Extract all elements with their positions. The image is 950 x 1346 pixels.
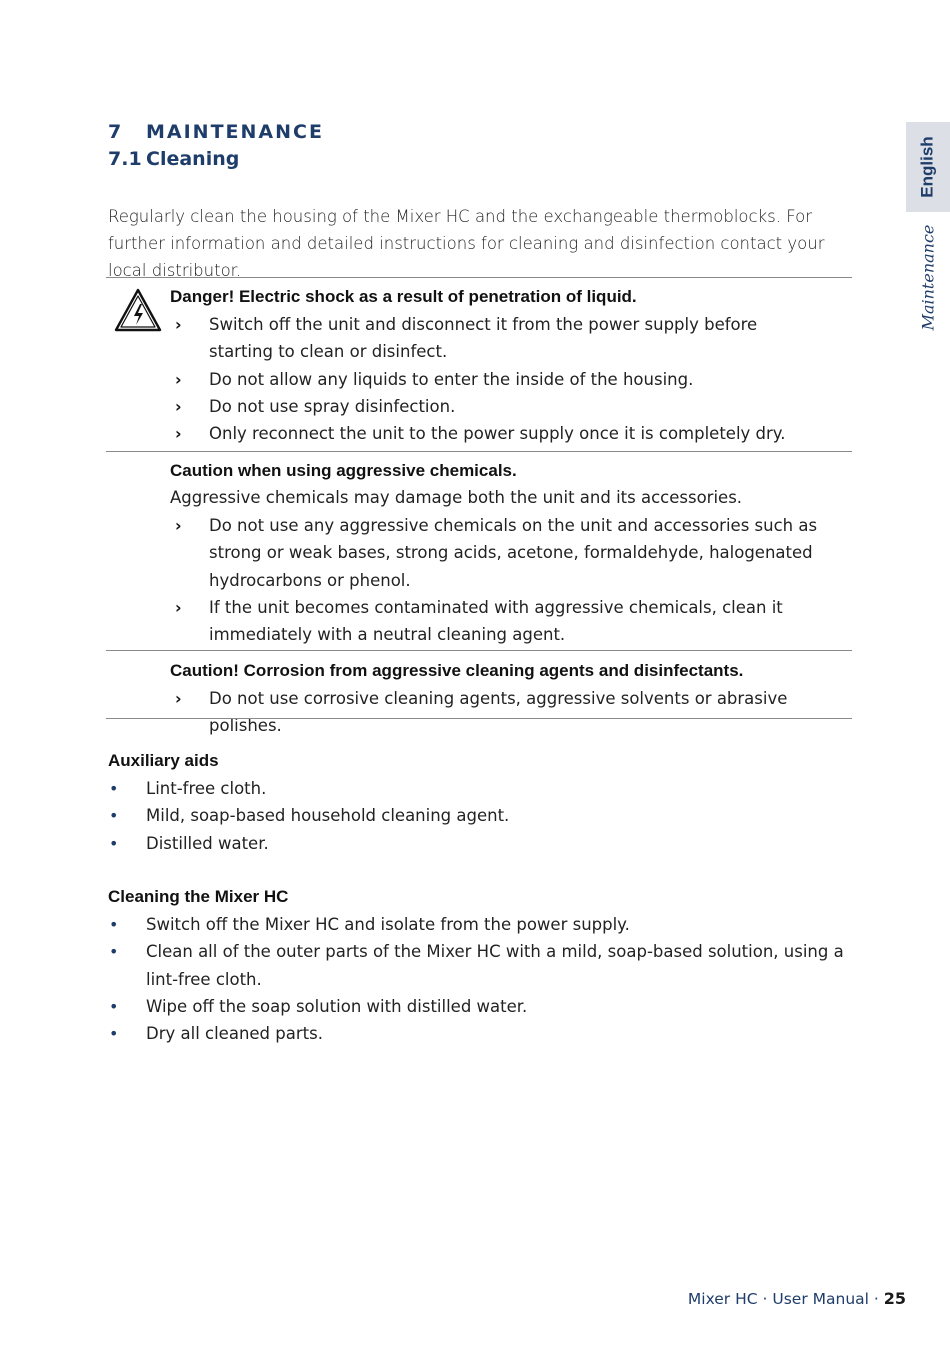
step-marker: › — [175, 597, 182, 617]
divider — [106, 277, 852, 278]
list-item: › Do not use any aggressive chemicals on the unit and accessories such as strong or weak bases, strong acids, acetone, formaldehyde, halogenated hydrocarbons or phenol. — [170, 512, 820, 594]
danger-steps — [170, 311, 820, 447]
section-title: Cleaning — [146, 148, 240, 170]
bullet-marker: • — [109, 806, 119, 826]
caution-corrosion-steps — [170, 685, 820, 740]
section-number: 7.1 — [108, 148, 142, 170]
caution-chemicals-steps — [170, 512, 820, 648]
list-item: › If the unit becomes contaminated with aggressive chemicals, clean it immediately with a neutral cleaning agent. — [170, 594, 820, 649]
caution-chemicals-title: Caution when using aggressive chemicals. — [170, 461, 517, 480]
auxiliary-aids-list — [108, 775, 848, 857]
step-marker: › — [175, 516, 182, 535]
bullet-marker: • — [109, 942, 119, 962]
auxiliary-aids-heading: Auxiliary aids — [108, 751, 219, 770]
list-item: • Wipe off the soap solution with distilled water. — [108, 993, 848, 1020]
caution-corrosion-title: Caution! Corrosion from aggressive cleaning agents and disinfectants. — [170, 661, 744, 680]
divider — [106, 718, 852, 719]
page-footer — [688, 1289, 906, 1308]
step-marker: › — [175, 369, 182, 389]
cleaning-heading: Cleaning the Mixer HC — [108, 887, 289, 906]
divider — [106, 650, 852, 651]
section-tab — [906, 218, 950, 336]
list-item: • Distilled water. — [108, 830, 848, 857]
chapter-title: MAINTENANCE — [146, 121, 324, 143]
list-item: • Lint-free cloth. — [108, 775, 848, 802]
electric-shock-warning-icon — [114, 288, 162, 332]
chapter-number: 7 — [108, 121, 124, 143]
list-item: • Dry all cleaned parts. — [108, 1020, 848, 1047]
list-item: • Clean all of the outer parts of the Mixer HC with a mild, soap-based solution, using a lint-free cloth. — [108, 938, 848, 993]
section-heading — [108, 148, 239, 170]
language-tab-label: English — [918, 136, 937, 198]
bullet-marker: • — [109, 779, 119, 798]
list-item: • Mild, soap-based household cleaning agent. — [108, 802, 848, 829]
divider — [106, 451, 852, 452]
bullet-marker: • — [109, 1024, 119, 1044]
list-item: › Only reconnect the unit to the power supply once it is completely dry. — [170, 420, 820, 447]
list-item: › Switch off the unit and disconnect it from the power supply before starting to clean or disinfect. — [170, 311, 820, 366]
list-item: › Do not use corrosive cleaning agents, aggressive solvents or abrasive polishes. — [170, 685, 820, 740]
bullet-marker: • — [109, 833, 119, 853]
footer-text: Mixer HC · User Manual · — [687, 1290, 879, 1308]
section-tab-label: Maintenance — [918, 224, 938, 330]
page-number: 25 — [883, 1289, 906, 1308]
chapter-heading — [108, 121, 324, 143]
caution-chemicals-text: Aggressive chemicals may damage both the unit and its accessories. — [170, 488, 743, 507]
language-tab — [906, 122, 950, 212]
step-marker: › — [175, 396, 182, 416]
list-item: › Do not allow any liquids to enter the inside of the housing. — [170, 366, 820, 393]
cleaning-list — [108, 911, 848, 1047]
bullet-marker: • — [109, 915, 119, 934]
step-marker: › — [175, 315, 182, 334]
danger-title: Danger! Electric shock as a result of penetration of liquid. — [170, 287, 637, 306]
step-marker: › — [175, 424, 182, 444]
intro-paragraph: Regularly clean the housing of the Mixer HC and the exchangeable thermoblocks. For further information and detailed instructions for cleaning and disinfection contact your local distributor. — [108, 207, 825, 280]
bullet-marker: • — [109, 996, 119, 1016]
step-marker: › — [175, 689, 182, 708]
list-item: • Switch off the Mixer HC and isolate from the power supply. — [108, 911, 848, 938]
list-item: › Do not use spray disinfection. — [170, 393, 820, 420]
